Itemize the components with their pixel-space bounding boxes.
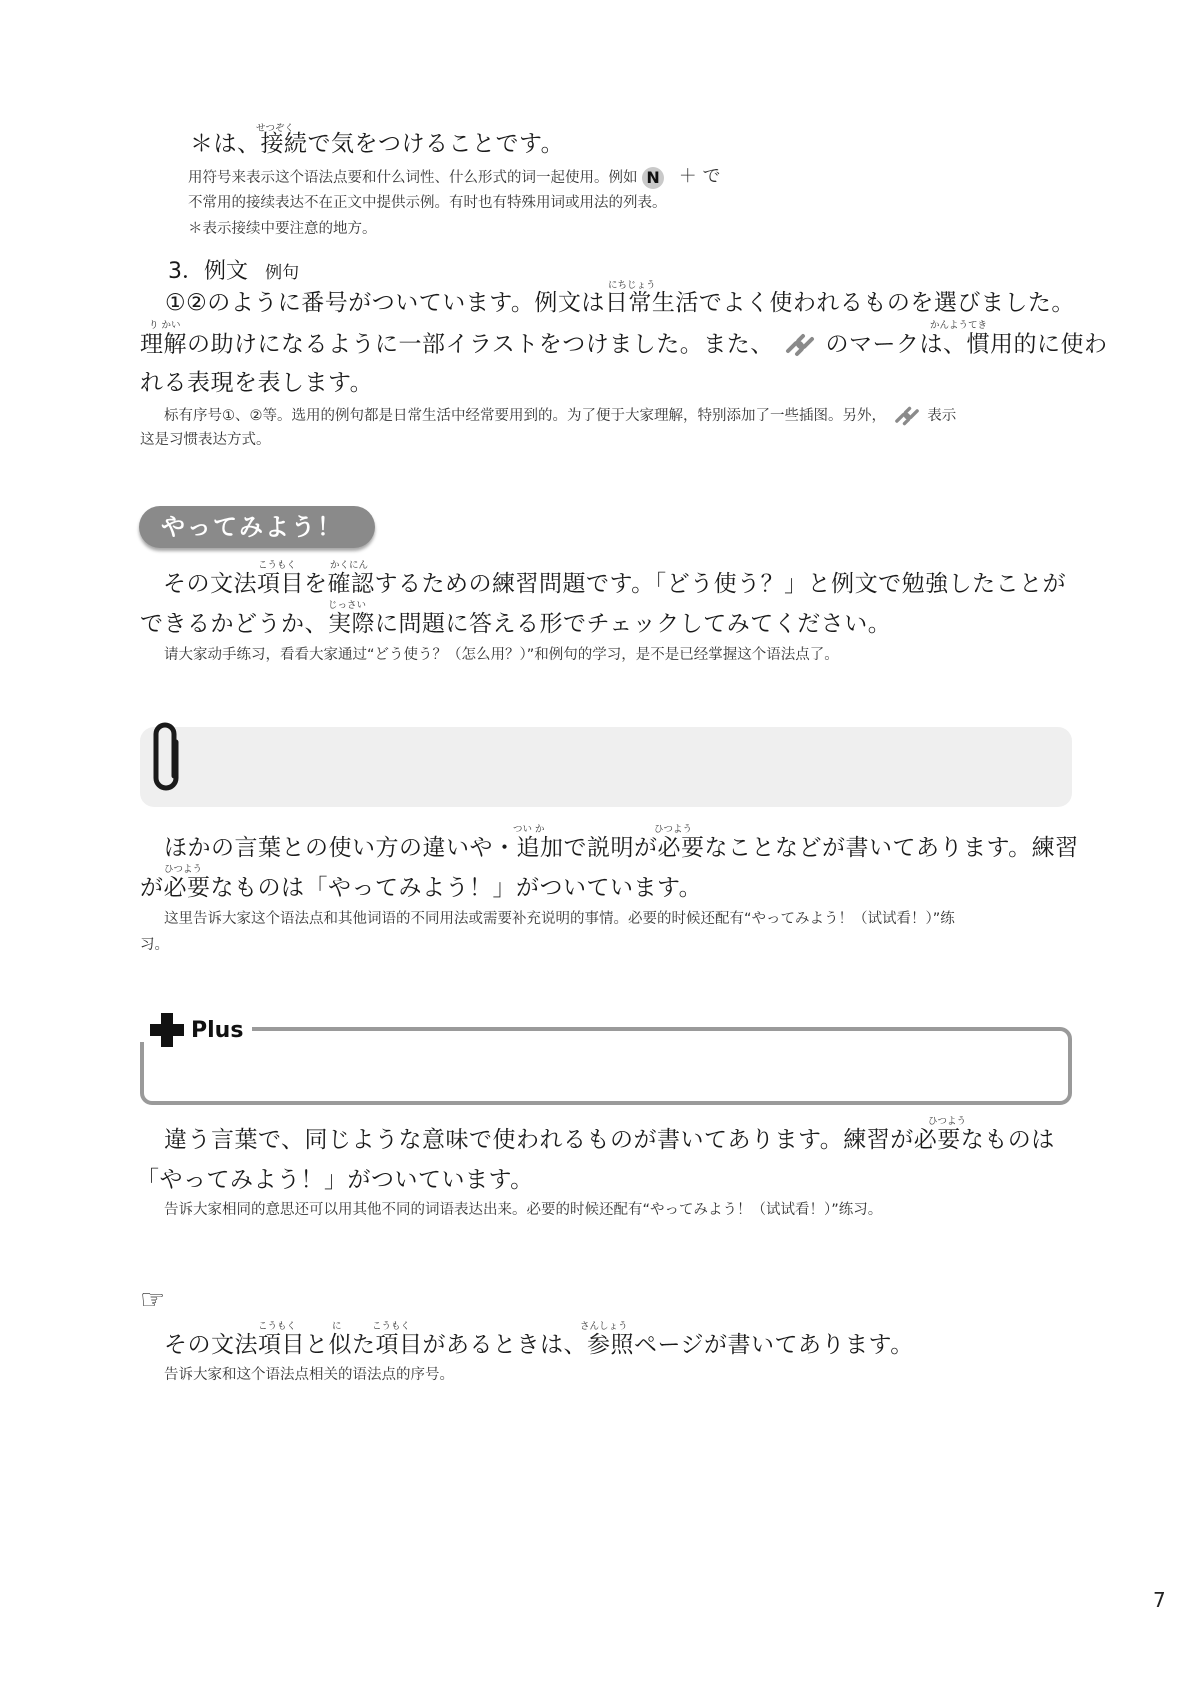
noun-mark-icon: N [642,167,664,189]
connection-note-text: 用符号来表示这个语法点要和什么词性、什么形式的词一起使用。例如 [188,170,638,186]
ref-cn-line: 告诉大家和这个语法点相关的语法点的序号。 [164,1367,454,1383]
ruby-koumoku: こうもく [258,560,297,571]
ruby-hitsuyou-1: ひつよう [654,824,693,835]
plus-cn-line: 告诉大家相同的意思还可以用其他不同的词语表达出来。必要的时候还配有“やってみよう！（试试看！）”练习。 [164,1202,883,1218]
examples-line2 [140,332,1107,358]
yattemiyou-badge: やってみよう！ [139,506,375,548]
examples-cn-text: 标有序号①、②等。选用的例句都是日常生活中经常要用到的。为了便于大家理解，特别添加了一些插图。另外， [164,408,886,424]
examples-cn-suffix: 表示 [927,408,957,424]
pointing-hand-icon: ☞ [140,1283,166,1316]
connection-note-line1 [188,167,720,189]
ruby-nichijou: にちじょう [608,280,656,291]
plus-icon [148,1011,186,1049]
ruby-hitsuyou-plus: ひつよう [928,1116,967,1127]
chain-link-icon [782,332,818,358]
examples-line3: れる表現を表します。 [140,370,374,396]
yattemiyou-line2: できるかどうか、実際に問題に答える形でチェックしてみてください。 [140,611,892,637]
page-number: 7 [1153,1588,1166,1612]
ruby-jissai: じっさい [328,600,367,611]
examples-line2-end: のマークは、慣用的に使わ [825,331,1108,358]
examples-line2-start: 理解の助けになるように一部イラストをつけました。また、 [140,331,774,358]
paperclip-icon [148,716,188,794]
note-line1: ほかの言葉との使い方の違いや・追加で説明が必要なことなどが書いてあります。練習 [164,835,1079,861]
yattemiyou-line1: その文法項目を確認するための練習問題です。「どう使う？」と例文で勉強したことが [163,571,1067,597]
chain-link-icon-small [891,405,923,427]
ruby-rikai: り かい [149,320,181,331]
ruby-ni: に [332,1321,342,1332]
ref-line1: その文法項目と似た項目があるときは、参照ページが書いてあります。 [164,1332,914,1358]
plus-line2: 「やってみよう！」がついています。 [136,1167,534,1193]
ruby-kakunin: かくにん [330,560,369,571]
examples-cn-line1 [164,405,956,427]
examples-heading-cn: 例句 [265,263,300,283]
examples-line1: ①②のように番号がついています。例文は日常生活でよく使われるものを選びました。 [165,290,1075,316]
connection-note-suffix: ＋ で [678,166,721,187]
examples-cn-line2: 这是习惯表达方式。 [140,432,271,448]
ruby-hitsuyou-2: ひつよう [164,864,203,875]
connection-note-line3: ＊表示接续中要注意的地方。 [188,221,377,237]
note-box [140,727,1072,807]
ruby-kanyouteki: かんようてき [930,320,988,331]
ruby-sanshou: さんしょう [580,1321,628,1332]
ruby-tsuika: つい か [513,824,545,835]
plus-box [140,1027,1072,1105]
examples-heading [168,254,299,285]
connection-note-line2: 不常用的接续表达不在正文中提供示例。有时也有特殊用词或用法的列表。 [188,195,667,211]
ruby-setsuzoku: せつぞく [256,123,295,134]
ruby-koumoku-ref2: こうもく [372,1321,411,1332]
examples-heading-jp: 3．例文 [168,259,248,284]
note-cn-line1: 这里告诉大家这个语法点和其他词语的不同用法或需要补充说明的事情。必要的时候还配有“やってみよう！（试试看！）”练 [164,911,955,927]
note-cn-line2: 习。 [140,937,169,953]
connection-heading: ＊は、接続で気をつけることです。 [190,131,565,157]
plus-label: Plus [191,1018,244,1043]
ruby-koumoku-ref1: こうもく [258,1321,297,1332]
plus-line1: 違う言葉で、同じような意味で使われるものが書いてあります。練習が必要なものは [164,1127,1055,1153]
note-line2: が必要なものは「やってみよう！」がついています。 [140,875,703,901]
yattemiyou-cn-line: 请大家动手练习，看看大家通过“どう使う？（怎么用？）”和例句的学习，是不是已经掌握这个语法点了。 [164,647,839,663]
